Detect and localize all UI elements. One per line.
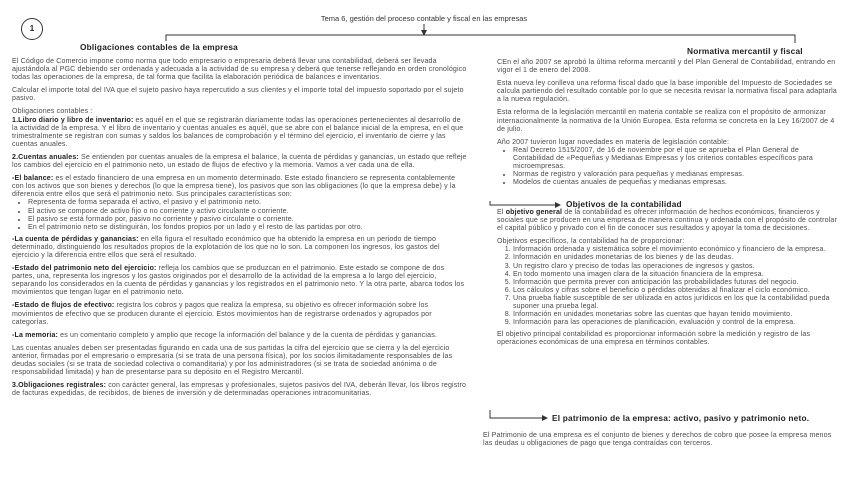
left-paragraph-3: Obligaciones contables : xyxy=(12,108,93,116)
list-item: 1. Información ordenada y sistemática sobre el movimiento económico y financiero de la empresa. xyxy=(513,246,837,254)
list-item: 8. Información en unidades monetarias sobre las cuentas que hayan tenido movimiento. xyxy=(513,311,837,319)
registrales-paragraph xyxy=(12,382,468,398)
balance-label: -El balance: xyxy=(12,175,54,183)
cuentas-paragraph xyxy=(12,154,468,170)
right-column-normativa xyxy=(497,59,837,191)
memoria-text: es un comentario completo y amplio que recoge la información del balance y de la cuenta de pérdidas y ganancias. xyxy=(58,331,437,339)
pyg-text: en ella figura el resultado económico que ha obtenido la empresa en un periodo de tiempo determinado, distinguiendo los resultados propios de la explotación de los que no lo son. La componen los ingresos, los gastos del ejercicio y la diferencia entre ellos que será el resultado. xyxy=(12,235,440,259)
registrales-label: 3.Obligaciones registrales: xyxy=(12,382,107,390)
pyg-label: -La cuenta de pérdidas y ganancias: xyxy=(12,235,139,243)
list-item: 3. Un registro claro y preciso de todas las operaciones de ingresos y gastos. xyxy=(513,263,837,271)
normativa-paragraph-1: CEn el año 2007 se aprobó la última reforma mercantil y del Plan General de Contabilidad, entrando en vigor el 1 de enero del 2008. xyxy=(497,59,836,75)
normativa-paragraph-2: Esta nueva ley conlleva una reforma fiscal dado que la base imponible del Impuesto de Sociedades se calcula partiendo del resultado contable por lo que se necesita revisar la normativa fiscal para adaptarla a la nueva regulación. xyxy=(497,80,837,104)
page-title: Tema 6, gestión del proceso contable y fiscal en las empresas xyxy=(320,14,528,23)
objetivos-text-a: El xyxy=(497,209,506,216)
left-paragraph-1: El Código de Comercio impone como norma que todo empresario o empresaria deberá llevar una contabilidad, deberá ser llevada ajustándola al PGC debiendo ser ordenada y adecuada a la actividad de su empresa y deberá que tenerse reflejando en orden cronológico todas las operaciones de la empresa, de tal forma que facilita la elaboración periódica de balances e inventarios. xyxy=(12,58,467,82)
normativa-list xyxy=(497,147,837,187)
list-item: • Representa de forma separada el activo, el pasivo y el patrimonio neto. xyxy=(28,199,468,207)
balance-list xyxy=(12,199,468,231)
patrimonio-paragraph xyxy=(12,265,468,297)
cuentas-text: Se entienden por cuentas anuales de la empresa el balance, la cuenta de pérdidas y ganancias, un estado que refleje los cambios del ejercicio en el patrimonio neto, un estado de flujos de efectivo y la memoria. Vamos a ver cada una de ella. xyxy=(12,153,467,170)
list-item: 2. Información en unidades monetarias de los bienes y de las deudas. xyxy=(513,254,837,262)
cuentas-label: 2.Cuentas anuales: xyxy=(12,153,79,161)
list-item: 4. En todo momento una imagen clara de la situación financiera de la empresa. xyxy=(513,271,837,279)
list-item: 5. Información que permita prever con anticipación las probabilidades futuras del negocio. xyxy=(513,279,837,287)
flujos-label: -Estado de flujos de efectivo: xyxy=(12,302,115,310)
cuentas-presentacion-paragraph: Las cuentas anuales deben ser presentadas figurando en cada una de sus partidas la cifra del ejercicio que se cierra y la del ejercicio anterior, firmadas por el empresario o empresaria (si se trata de una persona física), por los socios ilimitadamente responsables de las deudas sociales (si se trata de sociedad colectiva o comanditaria) y por los administradores (si se trata de sociedad anónima o de responsabilidad limitada) y han de presentarse para su depósito en el Registro Mercantil. xyxy=(12,344,453,377)
objetivos-list xyxy=(497,246,837,327)
pyg-paragraph xyxy=(12,236,468,260)
section-heading-objetivos: Objetivos de la contabilidad xyxy=(566,199,682,209)
list-item: 7. Una prueba fiable susceptible de ser utilizada en actos jurídicos en los que la contabilidad pueda suponer una prueba legal. xyxy=(513,295,837,311)
left-column xyxy=(12,58,468,403)
patrimonio-connector xyxy=(490,410,547,418)
list-item: • Normas de registro y valoración para pequeñas y medianas empresas. xyxy=(513,171,837,179)
libro-text: es aquél en el que se registrarán diariamente todas las operaciones pertenecientes al desarrollo de la actividad de la empresa. Y el libro de inventario y cuentas anuales es aquél, que se abre con el balance inicial de la empresa, en el que trimestralmente se registran con sumas y saldos los balances de comprobación y el término del ejercicio, el inventario de cierre y las cuentas anuales. xyxy=(12,116,464,148)
section-heading-obligaciones: Obligaciones contables de la empresa xyxy=(80,42,238,52)
list-item: • En el patrimonio neto se distinguirán, los fondos propios por un lado y el resto de las partidas por otro. xyxy=(28,224,468,232)
patrimonio-empresa-paragraph: El Patrimonio de una empresa es el conjunto de bienes y derechos de cobro que posee la empresa menos las deudas u obligaciones de pago que tenga contraídas con terceros. xyxy=(483,432,832,448)
patrimonio-label: -Estado del patrimonio neto del ejercicio: xyxy=(12,265,157,273)
registrales-text: con carácter general, las empresas y profesionales, sujetos pasivos del IVA, deberán llevar, los libros registro de facturas expedidas, de recibidos, de bienes de inversión y de determinadas operaciones intracomunitarias. xyxy=(12,382,467,398)
right-column-objetivos xyxy=(497,209,837,353)
objetivo-general-label: objetivo general xyxy=(505,209,563,216)
list-item: • El pasivo se está formado por, pasivo no corriente y pasivo circulante o corriente. xyxy=(28,216,468,224)
flujos-paragraph xyxy=(12,302,468,326)
objetivos-paragraph-3: El objetivo principal contabilidad es proporcionar información sobre la medición y registro de las operaciones económicas de una empresa en términos contables. xyxy=(497,331,811,347)
balance-paragraph xyxy=(12,175,468,199)
patrimonio-text: refleja los cambios que se produzcan en el patrimonio. Este estado se compone de dos partes, una, representa los ingresos y los gastos originados por el desarrollo de la actividad de la empresa a lo largo del ejercicio, separando los considerados en la cuenta de pérdidas y ganancias y los registrados en el patrimonio neto. Y la otra parte, abarca todos los movimientos que tengan lugar en el patrimonio neto. xyxy=(12,265,465,297)
page-number-badge: 1 xyxy=(21,18,43,40)
right-column-patrimonio xyxy=(483,432,837,453)
objetivos-paragraph-2: Objetivos específicos, la contabilidad ha de proporcionar: xyxy=(497,238,685,246)
objetivos-text-c: de la contabilidad es ofrecer información de hechos económicos, financieros y sociales que se producen en una empresa de manera continua y ordenada con el propósito de controlar el capital público y privado con el fin de conocer sus resultados y apoyar la toma de decisiones. xyxy=(497,209,838,233)
balance-text: es el estado financiero de una empresa en un momento determinado. Este estado financiero se representa contablemente con los activos que son bienes y derechos (lo que la empresa tiene), los pasivos que son las obligaciones (lo que la empresa debe) y la diferencia entre ellos que será el patrimonio neto. Sus principales características son: xyxy=(12,175,456,199)
memoria-paragraph xyxy=(12,332,468,340)
top-connector-line xyxy=(166,35,795,43)
normativa-paragraph-3: Esta reforma de la legislación mercantil en materia contable se realiza con el propósito de armonizar internacionalmente la normativa de la Unión Europea. Esta reforma se concreta en la Ley 16/2007 de 4 de julio. xyxy=(497,109,835,133)
normativa-paragraph-4: Año 2007 tuvieron lugar novedades en materia de legislación contable: xyxy=(497,138,730,146)
libro-paragraph xyxy=(12,117,468,149)
list-item: 9. Información para las operaciones de planificación, evaluación y control de la empresa. xyxy=(513,319,837,327)
list-item: • El activo se compone de activo fijo o no corriente y activo circulante o corriente. xyxy=(28,208,468,216)
section-heading-patrimonio: El patrimonio de la empresa: activo, pasivo y patrimonio neto. xyxy=(552,413,810,423)
left-paragraph-2: Calcular el importe total del IVA que el sujeto pasivo haya repercutido a sus clientes y el importe total del impuesto soportado por el sujeto pasivo. xyxy=(12,87,464,103)
list-item: 6. Los cálculos y cifras sobre el beneficio o pérdidas obtenidas al finalizar el ciclo económico. xyxy=(513,287,837,295)
objetivos-paragraph-1 xyxy=(497,209,837,233)
libro-label: 1.Libro diario y libro de inventario: xyxy=(12,116,134,124)
memoria-label: -La memoria: xyxy=(12,331,59,339)
flujos-text: registra los cobros y pagos que realiza la empresa, su objetivo es ofrecer información sobre los movimientos de efectivo que se producen durante el ejercicio. Estos movimientos han de registrarse ordenados y agrupados por categorías. xyxy=(12,302,432,326)
list-item: • Real Decreto 1515/2007, de 16 de noviembre por el que se aprueba el Plan General de Contabilidad de «Pequeñas y Medianas Empresas y los criterios contables específicos para microempresas. xyxy=(513,147,837,171)
section-heading-normativa: Normativa mercantil y fiscal xyxy=(687,46,803,56)
objectives-connector xyxy=(490,201,560,205)
list-item: • Modelos de cuentas anuales de pequeñas y medianas empresas. xyxy=(513,179,837,187)
